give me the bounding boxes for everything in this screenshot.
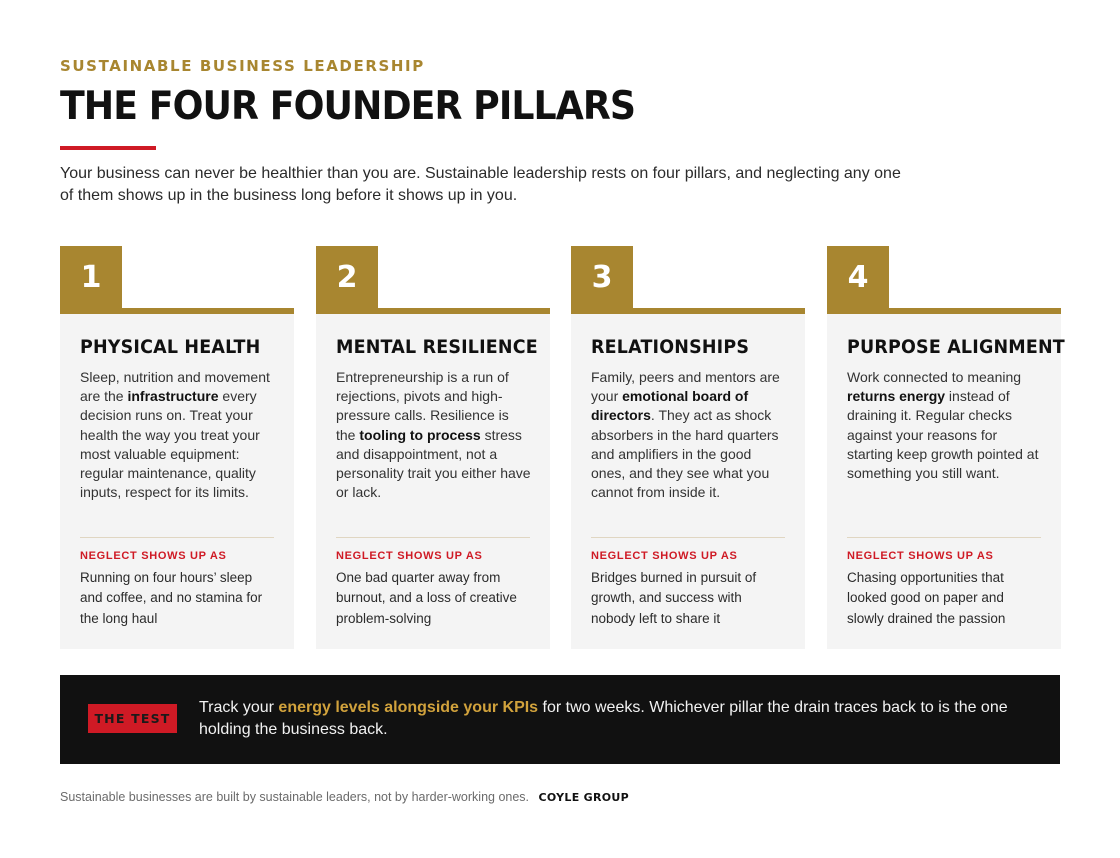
neglect-label: NEGLECT SHOWS UP AS xyxy=(80,550,227,562)
brand-logo: COYLE GROUP xyxy=(538,791,630,804)
pillar-card-purpose-alignment xyxy=(827,246,1065,649)
pillar-number: 2 xyxy=(316,246,378,308)
pillar-card-physical-health xyxy=(60,246,294,649)
test-badge: THE TEST xyxy=(88,704,177,733)
pillar-body xyxy=(316,314,550,649)
pillar-description: Family, peers and mentors are your emotional board of directors. They act as shock absorbers in the hard quarters and amplifiers in the good ones, and they see what you cannot from inside it. xyxy=(591,369,780,501)
pillar-divider xyxy=(591,537,785,538)
footer xyxy=(60,790,629,804)
pillar-description: Sleep, nutrition and movement are the infrastructure every decision runs on. Treat your health the way you treat your most valuable equipment: regular maintenance, quality inputs, respect for its limits. xyxy=(80,369,270,501)
page-title: THE FOUR FOUNDER PILLARS xyxy=(60,84,636,129)
pillar-divider xyxy=(80,537,274,538)
pillar-description-emphasis: tooling to process xyxy=(359,426,481,443)
pillar-divider xyxy=(847,537,1041,538)
pillar-description-emphasis: emotional board of directors xyxy=(591,388,749,424)
pillar-card-relationships xyxy=(571,246,805,649)
pillar-card-mental-resilience xyxy=(316,246,550,649)
pillar-title: RELATIONSHIPS xyxy=(591,336,750,358)
pillar-description-emphasis: infrastructure xyxy=(127,388,219,405)
pillar-number: 3 xyxy=(571,246,633,308)
pillar-title: MENTAL RESILIENCE xyxy=(336,336,538,358)
test-highlight: energy levels alongside your KPIs xyxy=(278,699,539,716)
test-panel xyxy=(60,675,1060,764)
pillar-number: 1 xyxy=(60,246,122,308)
pillar-title: PHYSICAL HEALTH xyxy=(80,336,261,358)
neglect-label: NEGLECT SHOWS UP AS xyxy=(847,550,994,562)
neglect-text: Running on four hours’ sleep and coffee, and no stamina for the long haul xyxy=(80,570,263,626)
test-message: Track your energy levels alongside your KPIs for two weeks. Whichever pillar the drain traces back to is the one holding the business back. xyxy=(199,699,1008,738)
title-underline xyxy=(60,146,156,150)
pillar-divider xyxy=(336,537,530,538)
neglect-label: NEGLECT SHOWS UP AS xyxy=(591,550,738,562)
eyebrow-label: SUSTAINABLE BUSINESS LEADERSHIP xyxy=(60,57,425,75)
pillar-description-emphasis: returns energy xyxy=(847,388,946,405)
neglect-label: NEGLECT SHOWS UP AS xyxy=(336,550,483,562)
intro-paragraph: Your business can never be healthier than you are. Sustainable leadership rests on four pillars, and neglecting any one of them shows up in the business long before it shows up in you. xyxy=(60,165,901,204)
pillar-cards xyxy=(60,246,1065,649)
pillar-title: PURPOSE ALIGNMENT xyxy=(847,336,1065,358)
pillar-description: Work connected to meaning returns energy instead of draining it. Regular checks against your reasons for starting keep growth pointed at something you still want. xyxy=(847,369,1039,482)
neglect-text: One bad quarter away from burnout, and a loss of creative problem-solving xyxy=(336,570,517,626)
pillar-description: Entrepreneurship is a run of rejections, pivots and high-pressure calls. Resilience is the tooling to process stress and disappointment, not a personality trait you either have or lack. xyxy=(336,369,531,501)
neglect-text: Chasing opportunities that looked good on paper and slowly drained the passion xyxy=(847,570,1006,626)
footer-tagline: Sustainable businesses are built by sustainable leaders, not by harder-working ones. xyxy=(60,790,530,804)
pillar-body xyxy=(827,314,1065,649)
pillar-body xyxy=(571,314,805,649)
pillar-number: 4 xyxy=(827,246,889,308)
pillar-body xyxy=(60,314,294,649)
neglect-text: Bridges burned in pursuit of growth, and success with nobody left to share it xyxy=(591,570,757,626)
